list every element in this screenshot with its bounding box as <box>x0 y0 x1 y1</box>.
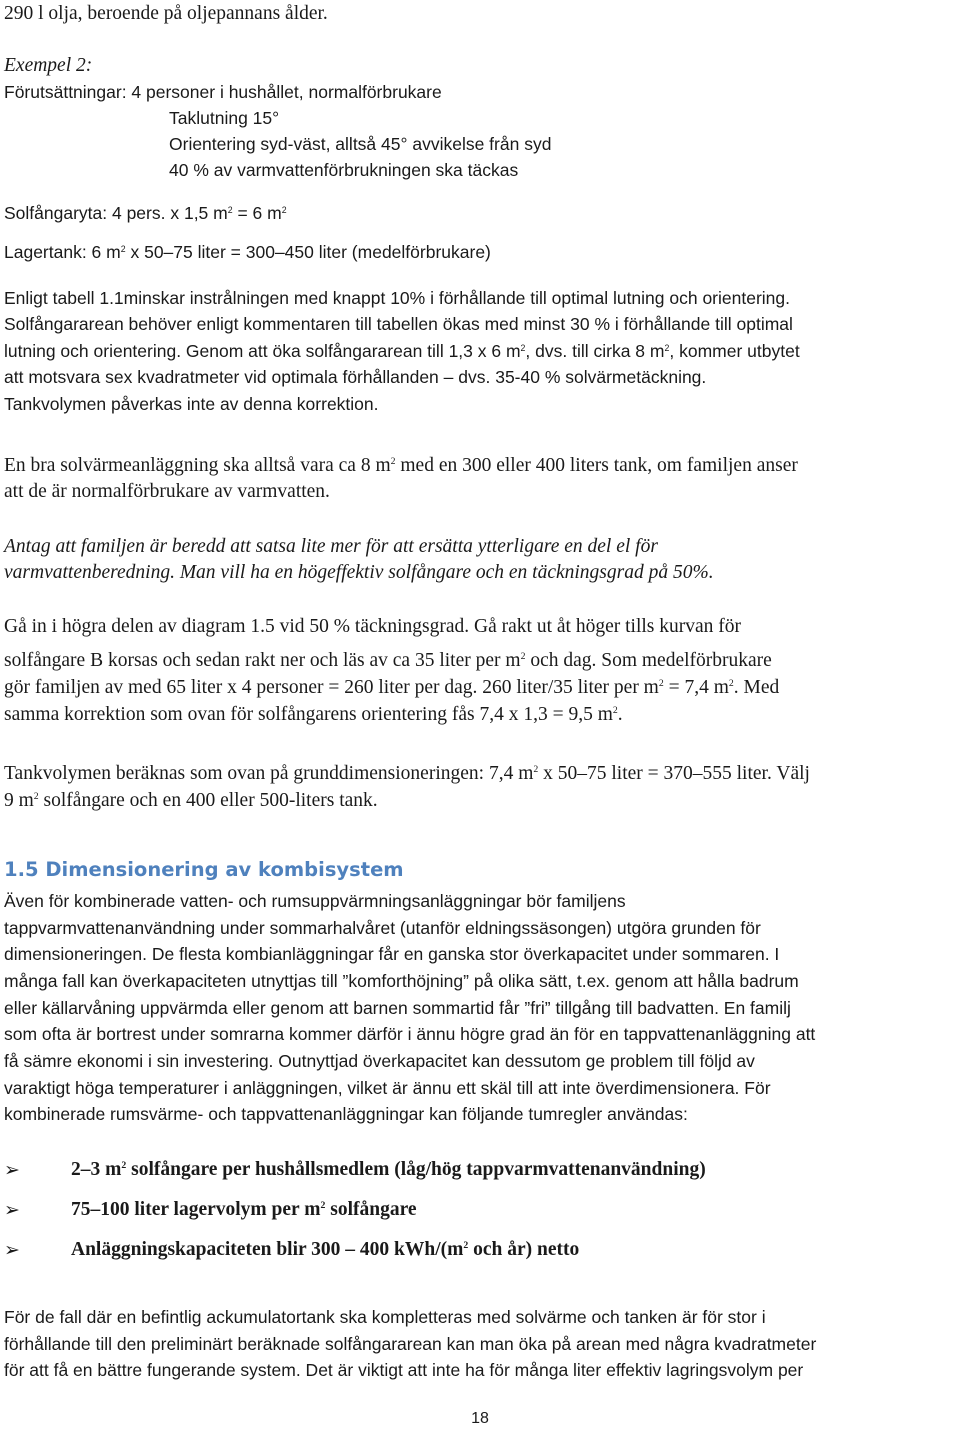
paragraph-line: varaktigt höga temperaturer i anläggningen, vilket är ännu ett skäl till att inte överdimensionera. För <box>4 1078 771 1098</box>
example-premise: Förutsättningar: 4 personer i hushållet, normalförbrukare <box>4 82 442 102</box>
section-heading: 1.5 Dimensionering av kombisystem <box>4 858 404 881</box>
paragraph-line: dimensioneringen. De flesta kombianläggningar får en ganska stor överkapacitet under sommaren. I <box>4 944 780 964</box>
paragraph-line: för att få en bättre fungerande system. Det är viktigt att inte ha för många liter effektiv lagringsvolym per <box>4 1360 804 1380</box>
paragraph-line: En bra solvärmeanläggning ska alltså vara ca 8 $m^2$ med en 300 eller 400 liters tank, om familjen anser <box>4 455 798 476</box>
page-number: 18 <box>471 1410 489 1427</box>
paragraph-line: många fall kan överkapaciteten utnyttjas till ”komforthöjning” på olika sätt, t.ex. genom att hålla badrum <box>4 971 799 991</box>
paragraph-line: gör familjen av med 65 liter x 4 personer = 260 liter per dag. 260 liter/35 liter per $m^2 = 7,4$ $m^2$. Med <box>4 677 780 698</box>
paragraph-line: eller källarvåning uppvärmda eller genom att barnen sommartid får ”fri” tillgång till badvatten. En familj <box>4 998 791 1018</box>
paragraph-line: varmvattenberedning. Man vill ha en högeffektiv solfångare och en täckningsgrad på 50%. <box>4 562 714 583</box>
paragraph-line: Tankvolymen beräknas som ovan på grunddimensioneringen: 7,4 $m^2$ x 50–75 liter = 370–555 liter. Välj <box>4 763 810 784</box>
arrow-bullet-icon: ➢ <box>4 1159 20 1181</box>
paragraph-line: 9 $m^2$ solfångare och en 400 eller 500-liters tank. <box>4 790 378 811</box>
paragraph-line: kombinerade rumsvärme- och tappvattenanläggningar kan följande tumregler användas: <box>4 1104 688 1124</box>
collector-area-line: Solfångaryta: 4 pers. x 1,5 $m^2 = 6$ $m^2$ <box>4 203 287 223</box>
paragraph-line: att de är normalförbrukare av varmvatten. <box>4 481 330 502</box>
paragraph-line: Även för kombinerade vatten- och rumsuppvärmningsanläggningar bör familjens <box>4 891 626 911</box>
paragraph-line: samma korrektion som ovan för solfångarens orientering fås 7,4 x 1,3 = 9,5 $m^2$. <box>4 704 623 725</box>
text-line: 290 l olja, beroende på oljepannans ålder. <box>4 3 328 24</box>
arrow-bullet-icon: ➢ <box>4 1199 20 1221</box>
paragraph-line: Enligt tabell 1.1minskar instrålningen med knappt 10% i förhållande till optimal lutning och orientering. <box>4 288 791 308</box>
example-premise: 40 % av varmvattenförbrukningen ska täckas <box>169 160 519 180</box>
example-premise: Orientering syd-väst, alltså 45° avvikelse från syd <box>169 134 552 154</box>
paragraph-line: Tankvolymen påverkas inte av denna korrektion. <box>4 394 379 414</box>
arrow-bullet-icon: ➢ <box>4 1239 20 1261</box>
tank-line: Lagertank: 6 $m^2$ x 50–75 liter = 300–450 liter (medelförbrukare) <box>4 242 491 262</box>
paragraph-line: som ofta är bortrest under somrarna kommer därför i ännu högre grad än för en tappvattenanläggning att <box>4 1024 816 1044</box>
paragraph-line: förhållande till den preliminärt beräknade solfångararean kan man öka på arean med några kvadratmeter <box>4 1334 817 1354</box>
paragraph-line: tappvarmvattenanvändning under sommarhalvåret (utanför eldningssäsongen) utgöra grunden för <box>4 918 761 938</box>
bullet-item: ➢ 2–3 $m^2$ solfångare per hushållsmedlem (låg/hög tappvarmvattenanvändning) <box>4 1159 706 1181</box>
paragraph-line: att motsvara sex kvadratmeter vid optimala förhållanden – dvs. 35-40 % solvärmetäckning. <box>4 367 707 387</box>
paragraph-line: solfångare B korsas och sedan rakt ner och läs av ca 35 liter per $m^2$ och dag. Som medelförbrukare <box>4 650 772 671</box>
bullet-item: ➢ 75–100 liter lagervolym per $m^2$ solfångare <box>4 1199 417 1221</box>
paragraph-line: få sämre ekonomi i sin investering. Outnyttjad överkapacitet kan dessutom ge problem till följd av <box>4 1051 755 1071</box>
paragraph-line: Solfångararean behöver enligt kommentaren till tabellen ökas med minst 30 % i förhållande till optimal <box>4 314 793 334</box>
example-premise: Taklutning 15° <box>169 108 280 128</box>
paragraph-line: Gå in i högra delen av diagram 1.5 vid 50 % täckningsgrad. Gå rakt ut åt höger tills kurvan för <box>4 616 742 637</box>
bullet-item: ➢ Anläggningskapaciteten blir 300 – 400 kWh/($m^2$ och år) netto <box>4 1239 580 1261</box>
paragraph-line: lutning och orientering. Genom att öka solfångararean till 1,3 x 6 $m^2$, dvs. till cirka 8 $m^2$, kommer utbytet <box>4 341 800 361</box>
paragraph-line: För de fall där en befintlig ackumulatortank ska kompletteras med solvärme och tanken är för stor i <box>4 1307 766 1327</box>
example-title: Exempel 2: <box>4 55 93 76</box>
paragraph-line: Antag att familjen är beredd att satsa lite mer för att ersätta ytterligare en del el för <box>4 536 658 557</box>
